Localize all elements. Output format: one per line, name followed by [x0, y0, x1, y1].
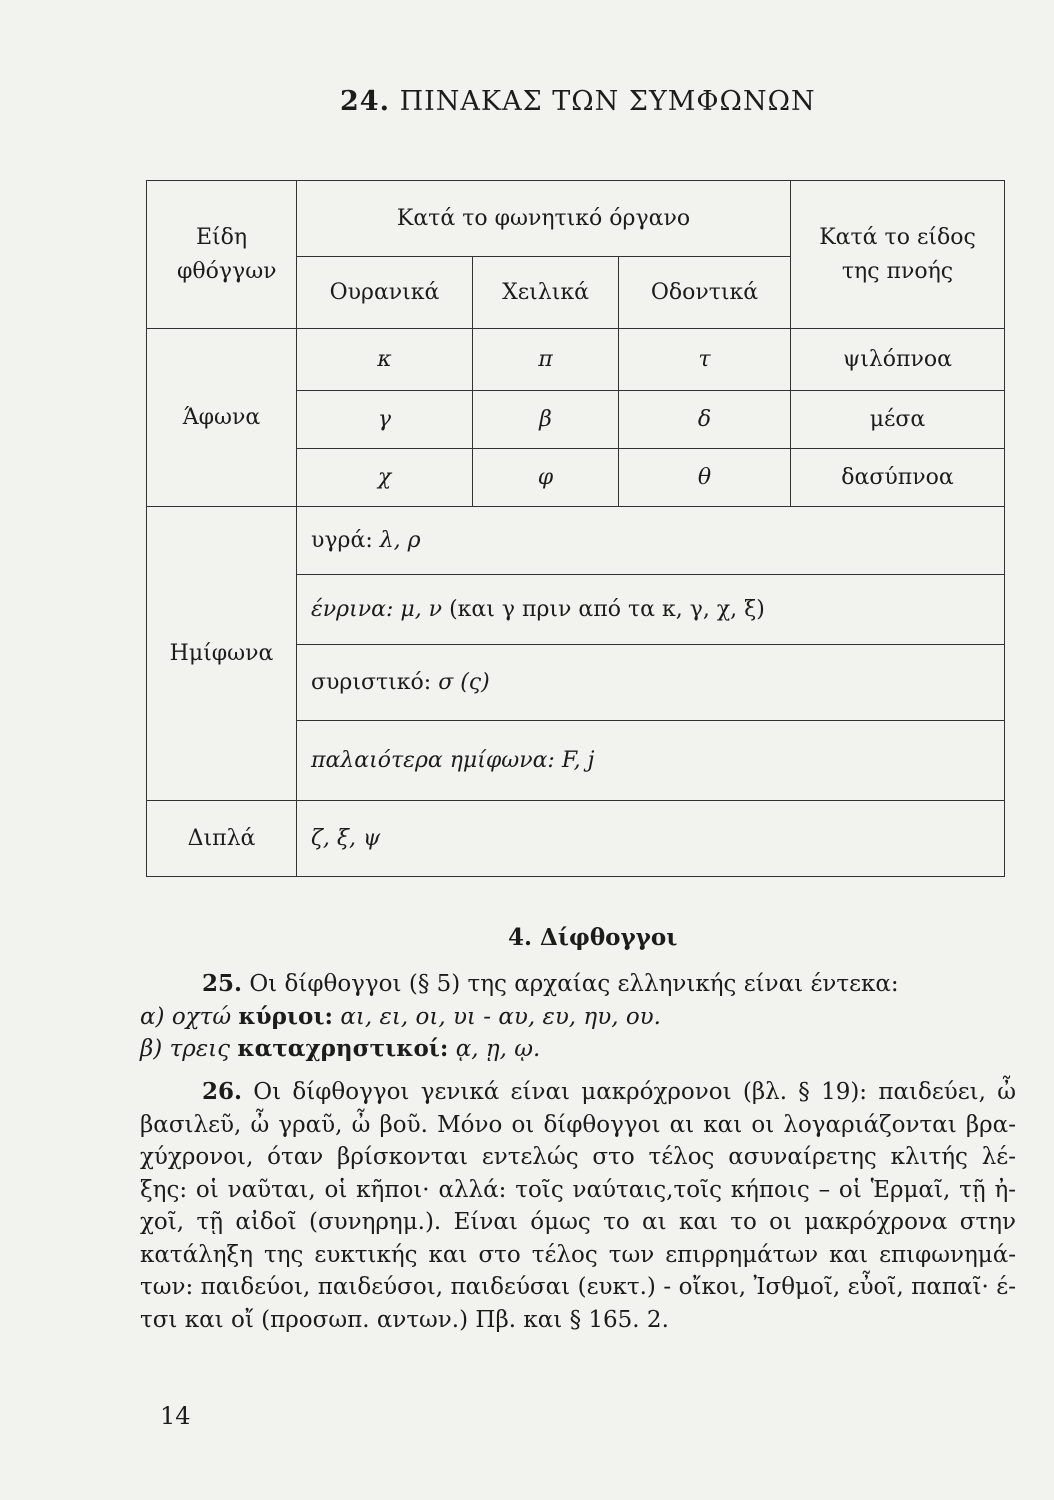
afona-labial-1: π: [473, 329, 619, 391]
afona-breath-3: δασύπνοα: [791, 449, 1005, 507]
imifona-liquids: [297, 507, 1005, 575]
imifona-older: [297, 721, 1005, 801]
table-heading: [340, 86, 816, 117]
p26-line-6: κατάληξη της ευκτικής και στο τέλος των επιρρημάτων και επιφωνημά-: [140, 1241, 1016, 1268]
dipla-value: ζ, ξ, ψ: [297, 801, 1005, 877]
sibilant-label: συριστικό:: [311, 670, 432, 695]
section-number: 4.: [508, 924, 533, 951]
header-dental: Οδοντικά: [619, 257, 791, 329]
p25-a-list: αι, ει, οι, υι - αυ, ευ, ηυ, ου.: [340, 1003, 661, 1030]
p25-a-bold: κύριοι:: [238, 1002, 333, 1030]
p26-line-5: χοῖ, τῇ αἰδοῖ (συνηρημ.). Είναι όμως το αι και το οι μακρόχρονα στην: [140, 1209, 1016, 1235]
p25-number: 25.: [202, 970, 243, 997]
nasals-label: ένρινα:: [311, 597, 394, 622]
afona-labial-2: β: [473, 391, 619, 449]
p26-line-4: ξης: οἱ ναῦται, οἱ κῆποι· αλλά: τοῖς ναύταις,τοῖς κήποις – οἱ Ἑρμαῖ, τῇ ἠ-: [140, 1176, 1016, 1203]
header-palatal: Ουρανικά: [297, 257, 473, 329]
label-dipla: Διπλά: [147, 801, 297, 877]
afona-dental-2: δ: [619, 391, 791, 449]
heading-title: ΠΙΝΑΚΑΣ ΤΩΝ ΣΥΜΦΩΝΩΝ: [399, 86, 816, 117]
p26-line-1: [140, 1076, 1016, 1109]
afona-dental-1: τ: [619, 329, 791, 391]
p26-line-7: των: παιδεύοι, παιδεύσοι, παιδεύσαι (ευκτ.) - οἴκοι, Ἰσθμοῖ, εὖοῖ, παπαῖ· έ-: [140, 1274, 1016, 1300]
section-name: Δίφθογγοι: [540, 924, 678, 951]
p25-b-label: β) τρεις: [140, 1036, 231, 1062]
afona-labial-3: φ: [473, 449, 619, 507]
header-kinds: Είδη φθόγγων: [147, 181, 297, 329]
liquids-label: υγρά:: [311, 528, 373, 553]
p25-line-b: [140, 1033, 1016, 1066]
header-organ: Κατά το φωνητικό όργανο: [297, 181, 791, 257]
p25-intro-line: [140, 968, 1016, 1001]
afona-palatal-3: χ: [297, 449, 473, 507]
page-number: 14: [160, 1402, 191, 1430]
afona-palatal-2: γ: [297, 391, 473, 449]
nasals-value: μ, ν: [400, 597, 443, 622]
section-title: [508, 924, 677, 951]
p25-b-bold: καταχρηστικοί:: [237, 1035, 449, 1062]
p25-a-label: α) οχτώ: [140, 1003, 232, 1030]
p25-intro: Οι δίφθογγοι (§ 5) της αρχαίας ελληνικής είναι έντεκα:: [249, 971, 899, 997]
p26-text-1: Οι δίφθογγοι γενικά είναι μακρόχρονοι (βλ. § 19): παιδεύει, ὦ: [253, 1079, 1016, 1105]
label-imifona: Ημίφωνα: [147, 507, 297, 801]
afona-breath-1: ψιλόπνοα: [791, 329, 1005, 391]
p25-line-a: [140, 1001, 1016, 1034]
older-label: παλαιότερα ημίφωνα:: [311, 748, 555, 773]
afona-breath-2: μέσα: [791, 391, 1005, 449]
imifona-nasals: [297, 575, 1005, 645]
header-labial: Χειλικά: [473, 257, 619, 329]
afona-dental-3: θ: [619, 449, 791, 507]
header-breath: Κατά το είδος της πνοής: [791, 181, 1005, 329]
heading-number: 24.: [340, 86, 390, 117]
sibilant-value: σ (ς): [438, 670, 490, 695]
nasals-note: (και γ πριν από τα κ, γ, χ, ξ): [449, 597, 765, 622]
older-value: F, j: [561, 748, 595, 773]
p26-line-3: χύχρονοι, όταν βρίσκονται εντελώς στο τέλος ασυναίρετης κλιτής λέ-: [140, 1144, 1016, 1170]
label-afona: Άφωνα: [147, 329, 297, 507]
p26-line-8: τσι και οἴ (προσωπ. αντων.) Πβ. και § 165. 2.: [140, 1306, 669, 1333]
liquids-value: λ, ρ: [379, 528, 421, 553]
p26-line-2: βασιλεῦ, ὦ γραῦ, ὦ βοῦ. Μόνο οι δίφθογγοι αι και οι λογαριάζονται βρα-: [140, 1111, 1016, 1138]
p25-b-list: ᾳ, ῃ, ῳ.: [455, 1036, 541, 1062]
imifona-sibilant: [297, 645, 1005, 721]
p26-number: 26.: [202, 1078, 243, 1105]
paragraph-26: [140, 1076, 1016, 1336]
consonants-table: [146, 180, 1005, 877]
afona-palatal-1: κ: [297, 329, 473, 391]
paragraph-25: [140, 968, 1016, 1066]
